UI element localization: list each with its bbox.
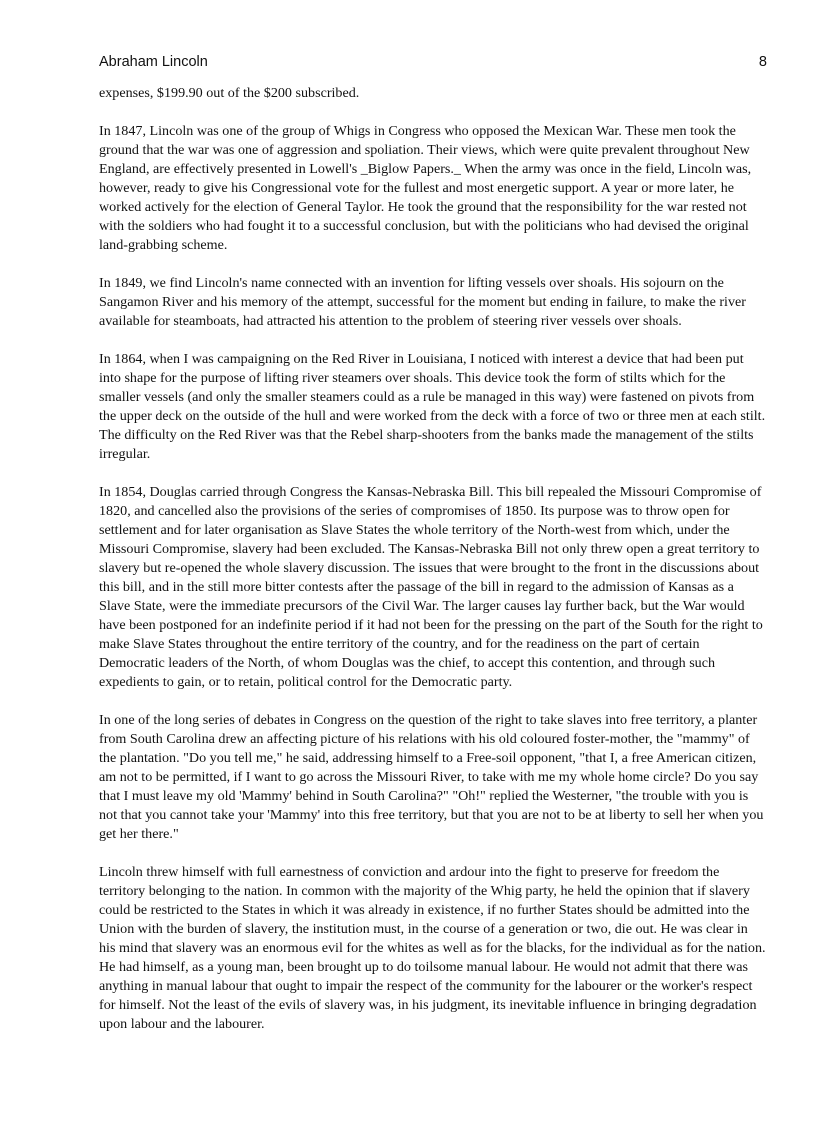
paragraph: Lincoln threw himself with full earnestness of conviction and ardour into the fight to preserve for freedom the territory belonging to the nation. In common with the majority of the Whig party, he held the opinion that if slavery could be restricted to the States in which it was already in existence, if no further States should be admitted into the Union with the burden of slavery, the institution must, in the course of a generation or two, die out. He was clear in his mind that slavery was an enormous evil for the whites as well as for the blacks, for the individual as for the nation. He had himself, as a young man, been brought up to do toilsome manual labour. He would not admit that there was anything in manual labour that ought to impair the respect of the community for the labourer or the worker's respect for himself. Not the least of the evils of slavery was, in his judgment, its inevitable influence in bringing degradation upon labour and the labourer. — [99, 864, 766, 1032]
book-title: Abraham Lincoln — [99, 54, 208, 70]
paragraph: expenses, $199.90 out of the $200 subscribed. — [99, 85, 360, 101]
paragraph: In one of the long series of debates in Congress on the question of the right to take slaves into free territory, a planter from South Carolina drew an affecting picture of his relations with his old coloured foster-mother, the "mammy" of the plantation. "Do you tell me," he said, addressing himself to a Free-soil opponent, "that I, a free American citizen, am not to be permitted, if I want to go across the Missouri River, to take with me my whole home circle? Do you say that I must leave my old 'Mammy' behind in South Carolina?" "Oh!" replied the Westerner, "the trouble with you is not that you cannot take your 'Mammy' into this free territory, but that you are not to be at liberty to sell her when you get her there." — [99, 712, 764, 842]
paragraph: In 1864, when I was campaigning on the Red River in Louisiana, I noticed with interest a device that had been put into shape for the purpose of lifting river steamers over shoals. This device took the form of stilts which for the smaller vessels (and only the smaller steamers could as a rule be managed in this way) were fastened on pivots from the upper deck on the outside of the hull and were worked from the deck with a force of two or three men at each stilt. The difficulty on the Red River was that the Rebel sharp-shooters from the banks made the management of the stilts irregular. — [99, 351, 766, 462]
paragraph: In 1847, Lincoln was one of the group of Whigs in Congress who opposed the Mexican War. These men took the ground that the war was one of aggression and spoliation. Their views, which were quite prevalent throughout New England, are effectively presented in Lowell's _Biglow Papers._ When the army was once in the field, Lincoln was, however, ready to give his Congressional vote for the fullest and most energetic support. A year or more later, he worked actively for the election of General Taylor. He took the ground that the responsibility for the war rested not with the soldiers who had fought it to a successful conclusion, but with the politicians who had devised the original land-grabbing scheme. — [99, 123, 752, 253]
page-number: 8 — [758, 54, 767, 70]
body-text — [99, 84, 767, 1034]
running-header — [99, 52, 767, 72]
paragraph: In 1854, Douglas carried through Congress the Kansas-Nebraska Bill. This bill repealed the Missouri Compromise of 1820, and cancelled also the provisions of the series of compromises of 1850. Its purpose was to throw open for settlement and for later organisation as Slave States the whole territory of the North-west from which, under the Missouri Compromise, slavery had been excluded. The Kansas-Nebraska Bill not only threw open a great territory to slavery but re-opened the whole slavery discussion. The issues that were brought to the front in the discussions about this bill, and in the still more bitter contests after the passage of the bill in regard to the admission of Kansas as a Slave State, were the immediate precursors of the Civil War. The larger causes lay further back, but the War would have been postponed for an indefinite period if it had not been for the pressing on the part of the South for the right to make Slave States throughout the entire territory of the country, and for the readiness on the part of certain Democratic leaders of the North, of whom Douglas was the chief, to accept this contention, and through such expedients to gain, or to retain, political control for the Democratic party. — [99, 484, 763, 690]
paragraph: In 1849, we find Lincoln's name connected with an invention for lifting vessels over shoals. His sojourn on the Sangamon River and his memory of the attempt, successful for the moment but ending in failure, to make the river available for steamboats, had attracted his attention to the problem of steering river vessels over shoals. — [99, 275, 746, 329]
document-page — [99, 52, 767, 1034]
